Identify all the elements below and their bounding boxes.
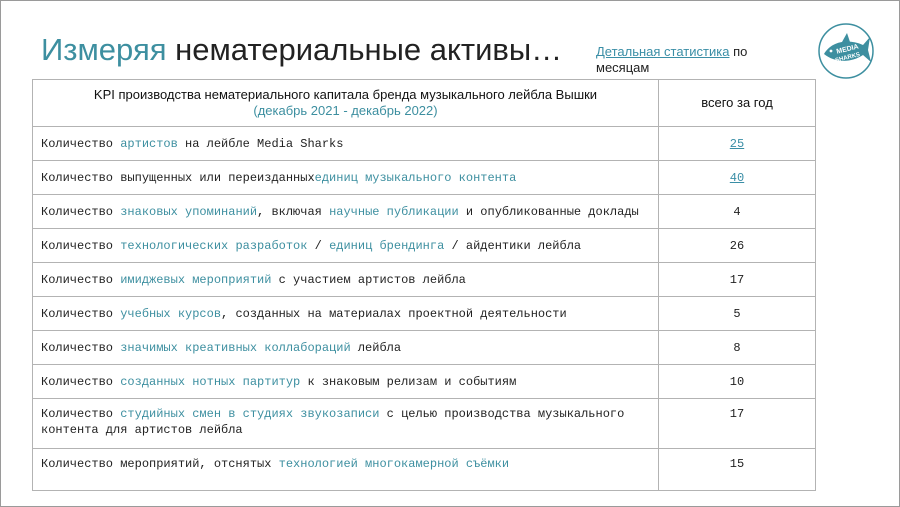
title-accent: Измеряя — [41, 32, 167, 67]
kpi-text: / — [307, 238, 330, 253]
kpi-text: Количество мероприятий, отснятых — [41, 457, 279, 471]
kpi-value-cell — [659, 127, 816, 161]
kpi-highlight: созданных нотных партитур — [120, 374, 301, 389]
kpi-value: 5 — [733, 306, 741, 321]
header-period: (декабрь 2021 - декабрь 2022) — [253, 103, 438, 118]
logo-text-bottom: SHARKS — [834, 52, 861, 65]
media-sharks-logo — [818, 23, 874, 79]
kpi-label-cell — [33, 331, 659, 365]
kpi-highlight: имиджевых мероприятий — [120, 272, 272, 287]
header-title: KPI производства нематериального капитала бренда музыкального лейбла Вышки — [93, 87, 598, 102]
kpi-text: Количество — [41, 238, 121, 253]
table-row — [33, 297, 816, 331]
kpi-table — [32, 79, 816, 491]
kpi-text: Количество — [41, 407, 121, 421]
header-total-cell: всего за год — [659, 80, 816, 127]
kpi-label-cell — [33, 127, 659, 161]
kpi-value-cell — [659, 331, 816, 365]
kpi-text: Количество — [41, 340, 121, 355]
kpi-highlight: единиц брендинга — [329, 238, 445, 253]
kpi-value-link[interactable]: 40 — [729, 170, 745, 185]
stats-suffix: по месяцам — [596, 44, 748, 75]
kpi-text: на лейбле Media Sharks — [177, 136, 344, 151]
kpi-value-cell — [659, 161, 816, 195]
kpi-label-cell — [33, 449, 659, 491]
kpi-text: Количество — [41, 272, 121, 287]
kpi-text: и опубликованные доклады — [458, 204, 639, 219]
kpi-highlight: значимых креативных коллабораций — [120, 340, 351, 355]
kpi-value: 4 — [733, 204, 741, 219]
kpi-value-cell — [659, 297, 816, 331]
kpi-value-cell — [659, 263, 816, 297]
kpi-highlight: научные публикации — [329, 204, 459, 219]
kpi-value-cell — [659, 365, 816, 399]
kpi-value-cell — [659, 449, 816, 491]
kpi-value-link[interactable]: 25 — [729, 136, 745, 151]
kpi-value: 15 — [729, 457, 745, 471]
kpi-text: Количество — [41, 136, 121, 151]
kpi-label-cell — [33, 161, 659, 195]
detailed-stats-link[interactable]: Детальная статистика — [596, 44, 730, 59]
kpi-text: Количество — [41, 374, 121, 389]
kpi-highlight: учебных курсов — [120, 306, 222, 321]
kpi-text: с участием артистов лейбла — [271, 272, 466, 287]
kpi-text: Количество выпущенных или переизданных — [41, 170, 315, 185]
kpi-highlight: студийных смен в студиях звукозаписи — [120, 407, 380, 421]
kpi-label-cell — [33, 263, 659, 297]
kpi-value: 17 — [729, 407, 745, 421]
kpi-label-cell — [33, 229, 659, 263]
title-rest: нематериальные активы… — [166, 32, 563, 67]
table-row — [33, 449, 816, 491]
kpi-text: , созданных на материалах проектной деятельности — [221, 306, 567, 321]
kpi-text: Количество — [41, 306, 121, 321]
table-row — [33, 365, 816, 399]
kpi-highlight: технологией многокамерной съёмки — [278, 457, 510, 471]
kpi-text: лейбла — [350, 340, 402, 355]
kpi-value-cell — [659, 229, 816, 263]
kpi-text: , включая — [257, 204, 330, 219]
kpi-highlight: единиц музыкального контента — [314, 170, 517, 185]
kpi-text: Количество — [41, 204, 121, 219]
kpi-label-cell — [33, 195, 659, 229]
kpi-highlight: знаковых упоминаний — [120, 204, 258, 219]
header-kpi-cell — [33, 80, 659, 127]
kpi-label-cell — [33, 365, 659, 399]
stats-note — [596, 44, 776, 76]
table-row — [33, 263, 816, 297]
logo-text-top: MEDIA — [835, 43, 860, 56]
kpi-label-cell — [33, 297, 659, 331]
kpi-text: к знаковым релизам и событиям — [300, 374, 517, 389]
table-row — [33, 195, 816, 229]
table-row — [33, 161, 816, 195]
kpi-value: 26 — [729, 238, 745, 253]
kpi-label-cell — [33, 399, 659, 449]
table-row — [33, 399, 816, 449]
table-row — [33, 229, 816, 263]
kpi-highlight: артистов — [120, 136, 178, 151]
kpi-text: с целью производства музыкального контента для артистов лейбла — [41, 407, 625, 437]
kpi-value-cell — [659, 399, 816, 449]
kpi-text: / айдентики лейбла — [444, 238, 582, 253]
table-header-row — [33, 80, 816, 127]
kpi-value-cell — [659, 195, 816, 229]
kpi-highlight: технологических разработок — [120, 238, 308, 253]
kpi-value: 17 — [729, 272, 745, 287]
table-row — [33, 127, 816, 161]
table-row — [33, 331, 816, 365]
page-title — [41, 32, 562, 68]
kpi-value: 10 — [729, 374, 745, 389]
kpi-value: 8 — [733, 340, 741, 355]
